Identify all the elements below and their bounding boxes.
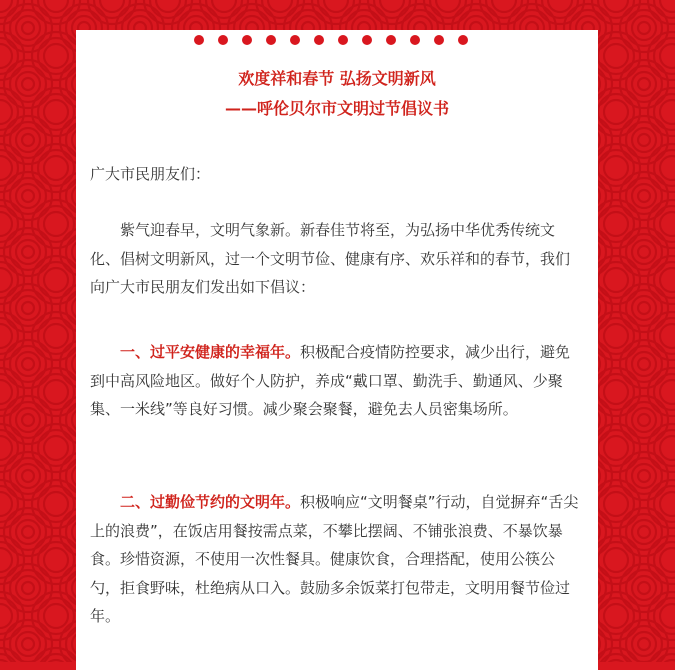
page-title: 欢度祥和春节 弘扬文明新风 (238, 69, 436, 88)
dot-icon (410, 35, 420, 45)
dot-icon (434, 35, 444, 45)
dot-icon (386, 35, 396, 45)
document-card (76, 30, 598, 670)
dot-icon (314, 35, 324, 45)
dot-icon (338, 35, 348, 45)
section-heading: 二、过勤俭节约的文明年。 (120, 493, 301, 511)
page-subtitle: ——呼伦贝尔市文明过节倡议书 (224, 99, 449, 118)
intro-paragraph: 紫气迎春早，文明气象新。新春佳节将至，为弘扬中华优秀传统文化、倡树文明新风，过一个文明节俭、健康有序、欢乐祥和的春节，我们向广大市民朋友们发出如下倡议： (90, 221, 571, 297)
dot-icon (266, 35, 276, 45)
section-body: 积极配合疫情防控要求，减少出行，避免到中高风险地区。做好个人防护，养成“戴口罩、勤洗手、勤通风、少聚集、一米线”等良好习惯。减少聚会聚餐，避免去人员密集场所。 (90, 343, 571, 419)
decorative-dot-row (76, 35, 598, 45)
dot-icon (218, 35, 228, 45)
dot-icon (290, 35, 300, 45)
dot-icon (194, 35, 204, 45)
dot-icon (458, 35, 468, 45)
section-heading: 一、过平安健康的幸福年。 (120, 343, 301, 361)
section-paragraph (90, 488, 580, 631)
section-body: 积极响应“文明餐桌”行动，自觉摒弃“舌尖上的浪费”，在饭店用餐按需点菜，不攀比摆阔、不铺张浪费、不暴饮暴食。珍惜资源，不使用一次性餐具。健康饮食，合理搭配，使用公筷公勺，拒食野味，杜绝病从口入。鼓励多余饭菜打包带走，文明用餐节俭过年。 (90, 493, 579, 626)
dot-icon (362, 35, 372, 45)
section-paragraph (90, 338, 580, 424)
greeting: 广大市民朋友们： (90, 165, 211, 183)
dot-icon (242, 35, 252, 45)
